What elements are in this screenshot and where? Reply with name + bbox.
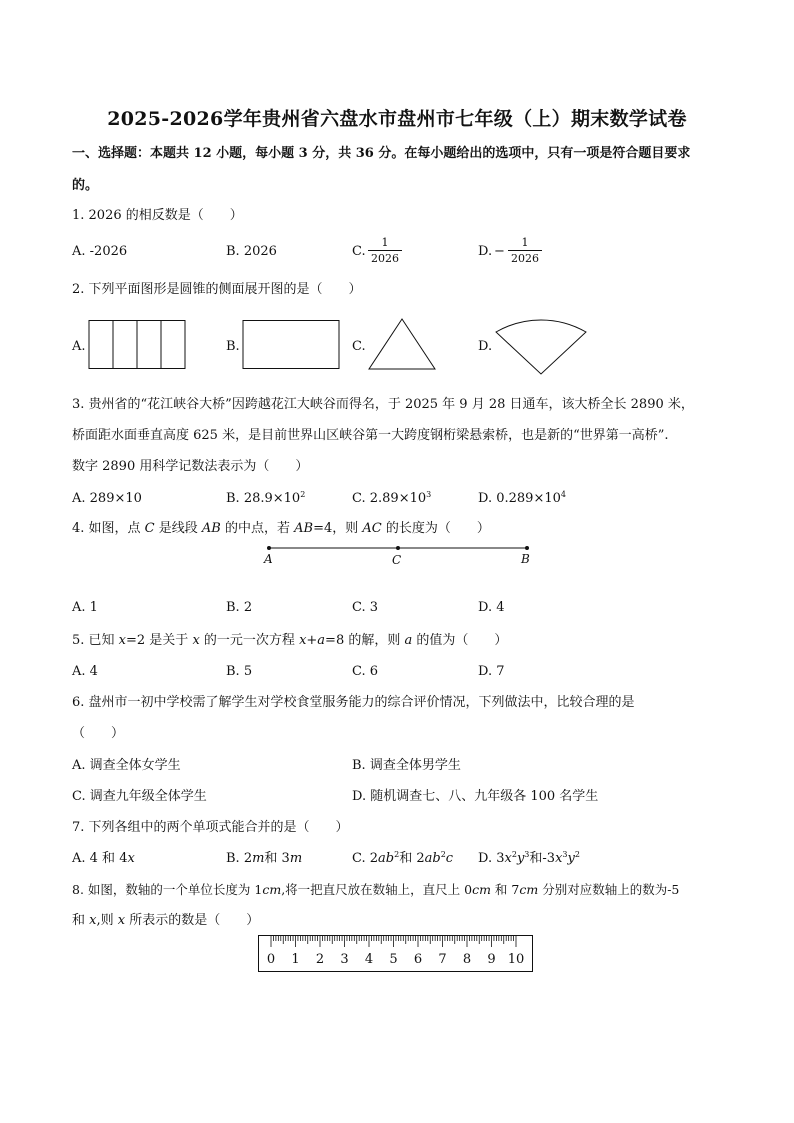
ruler-label: 2 xyxy=(315,952,325,967)
q4-option-d: D. 4 xyxy=(478,600,505,615)
ruler-label: 7 xyxy=(438,952,447,967)
ruler-label: 3 xyxy=(340,952,349,967)
ruler-label: 1 xyxy=(291,952,300,967)
q2-stem: 2. 下列平面图形是圆锥的侧面展开图的是（ ） xyxy=(72,282,362,297)
page-title: 2025-2026学年贵州省六盘水市盘州市七年级（上）期末数学试卷 xyxy=(107,108,687,130)
q5-stem: 5. 已知 x=2 是关于 x 的一元一次方程 x+a=8 的解，则 a 的值为（ ） xyxy=(72,633,508,648)
ruler-label: 4 xyxy=(364,952,374,967)
q4-label-b: B xyxy=(521,552,530,566)
q6-option-b: B. 调查全体男学生 xyxy=(352,758,461,773)
q4-label-a: A xyxy=(264,552,273,566)
q5-option-a: A. 4 xyxy=(72,664,98,679)
q4-stem: 4. 如图，点 C 是线段 AB 的中点，若 AB=4，则 AC 的长度为（ ） xyxy=(72,521,490,536)
q1-d-numerator: 1 xyxy=(521,236,529,249)
q8-line1: 8. 如图，数轴的一个单位长度为 1cm,将一把直尺放在数轴上，直尺上 0cm 和 7cm 分别对应数轴上的数为-5 xyxy=(72,882,680,897)
q7-option-c: C. $2ab^2$和 $2ab^2c$ xyxy=(352,850,454,866)
q8-ruler-figure xyxy=(258,935,534,973)
ruler-label: 5 xyxy=(389,952,398,967)
q7-option-a: A. 4 和 4x xyxy=(72,851,135,866)
ruler-label: 10 xyxy=(507,952,525,967)
q5-option-b: B. 5 xyxy=(226,664,253,679)
q6-option-c: C. 调查九年级全体学生 xyxy=(72,789,207,804)
section-heading-line1: 一、选择题：本题共 12 小题，每小题 3 分，共 36 分。在每小题给出的选项中，只有一项是符合题目要求 xyxy=(72,146,691,161)
q7-option-b: B. 2m和 3m xyxy=(226,851,303,866)
q6-line1: 6. 盘州市一初中学校需了解学生对学校食堂服务能力的综合评价情况，下列做法中，比较合理的是 xyxy=(72,695,635,710)
q7-option-d: D. $3x^2y^3$和$-3x^3y^2$ xyxy=(478,850,580,866)
q3-line2: 桥面距水面垂直高度 625 米，是目前世界山区峡谷第一大跨度钢桁梁悬索桥，也是新的“世界第一高桥”. xyxy=(72,428,669,443)
ruler-label: 6 xyxy=(413,952,423,967)
section-heading-line2: 的。 xyxy=(72,178,99,193)
q6-option-d: D. 随机调查七、八、九年级各 100 名学生 xyxy=(352,789,599,804)
q3-option-d: D. $0.289\times 10^4$ xyxy=(478,490,566,506)
q8-line2: 和 x,则 x 所表示的数是（ ） xyxy=(72,913,260,928)
q1-option-c-fraction xyxy=(368,236,402,265)
q4-option-b: B. 2 xyxy=(226,600,253,615)
q1-option-c-label: C. xyxy=(352,244,366,259)
q4-point-c xyxy=(396,546,400,550)
q2-option-d-label: D. xyxy=(478,339,493,354)
q2-option-c-figure xyxy=(368,318,440,372)
ruler-label: 8 xyxy=(462,952,472,967)
q1-option-b: B. 2026 xyxy=(226,244,277,259)
q3-option-b: B. $28.9\times 10^2$ xyxy=(226,490,306,506)
ruler-label: 9 xyxy=(487,952,496,967)
q1-d-denominator: 2026 xyxy=(511,252,539,265)
q3-option-a: A. 289×10 xyxy=(72,491,142,506)
q2-option-b-label: B. xyxy=(226,339,240,354)
q7-stem: 7. 下列各组中的两个单项式能合并的是（ ） xyxy=(72,820,349,835)
q1-option-d-sign: − xyxy=(494,244,505,259)
q1-stem: 1. 2026 的相反数是（ ） xyxy=(72,208,243,223)
q4-option-a: A. 1 xyxy=(72,600,98,615)
q2-option-b-figure xyxy=(242,320,342,370)
q1-c-numerator: 1 xyxy=(381,236,389,249)
q2-option-a-label: A. xyxy=(72,339,86,354)
q1-c-denominator: 2026 xyxy=(371,252,399,265)
q6-line2: （ ） xyxy=(72,726,125,741)
q1-option-a: A. -2026 xyxy=(72,244,128,259)
q1-option-d-fraction xyxy=(508,236,542,265)
q4-option-c: C. 3 xyxy=(352,600,379,615)
q2-option-d-figure xyxy=(494,312,590,376)
q4-point-a xyxy=(267,546,271,550)
q2-option-a-figure xyxy=(88,320,188,370)
q5-option-d: D. 7 xyxy=(478,664,505,679)
q5-option-c: C. 6 xyxy=(352,664,379,679)
q1-option-d-label: D. xyxy=(478,244,493,259)
q6-option-a: A. 调查全体女学生 xyxy=(72,758,181,773)
ruler-label: 0 xyxy=(266,952,276,967)
q3-line1: 3. 贵州省的“花江峡谷大桥”因跨越花江大峡谷而得名，于 2025 年 9 月 28 日通车，该大桥全长 2890 米， xyxy=(72,397,694,412)
q4-label-c: C xyxy=(392,553,402,567)
q3-option-c: C. $2.89\times 10^3$ xyxy=(352,490,432,506)
q3-line3: 数字 2890 用科学记数法表示为（ ） xyxy=(72,459,309,474)
q2-option-c-label: C. xyxy=(352,339,366,354)
q4-point-b xyxy=(525,546,529,550)
